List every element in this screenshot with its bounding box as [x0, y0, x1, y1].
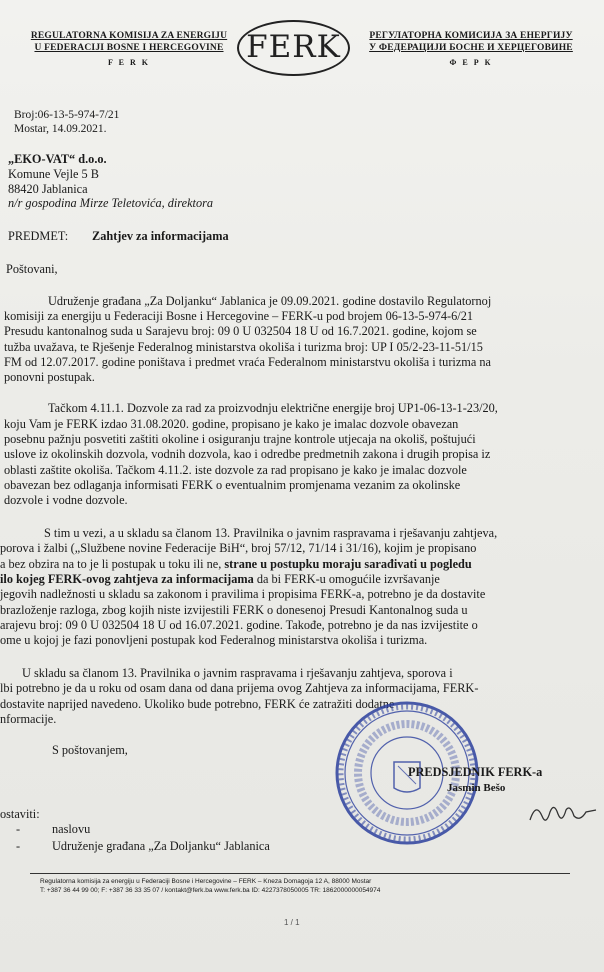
p3-line: S tim u vezi, a u skladu sa članom 13. Pravilnika o javnim raspravama i rješavanju zahtjeva,	[44, 526, 498, 540]
header-right-line2: У ФЕДЕРАЦИЈИ БОСНЕ И ХЕРЦЕГОВИНЕ	[369, 43, 573, 53]
p1-line: tužba uvažava, te Rješenje Federalnog ministarstva okoliša i turizma broj: UP I 05/2-23-11-51/15	[4, 340, 483, 354]
p1-line: komisiji za energiju u Federaciji Bosne i Hercegovine – FERK-u pod brojem 06-13-5-974-6/21	[4, 309, 474, 323]
footer-divider	[30, 873, 570, 874]
header-right-line1: РЕГУЛАТОРНА КОМИСИЈА ЗА ЕНЕРГИЈУ	[369, 31, 573, 41]
dostaviti-item: naslovu	[52, 822, 91, 836]
header-right-sub: Ф Е Р К	[449, 58, 493, 67]
p1-line: Presudu kantonalnog suda u Sarajevu broj: 09 0 U 032504 18 U od 16.7.2021. godine, kojom se	[4, 324, 477, 338]
p1-line: ponovni postupak.	[4, 370, 95, 384]
p3-line3-regular: a bez obzira na to je li postupak u toku ili ne,	[0, 557, 225, 571]
p4-line: U skladu sa članom 13. Pravilnika o javnim raspravama i rješavanju zahtjeva, sporova i	[22, 666, 453, 680]
p3-line: arajevu broj: 09 0 U 032504 18 U od 16.07.2021. godine. Takođe, potrebno je da nas izvijestite o	[0, 618, 478, 632]
p2-line: Tačkom 4.11.1. Dozvole za rad za proizvodnju električne energije broj UP1-06-13-1-23/20,	[48, 401, 498, 415]
p3-line	[0, 557, 472, 572]
p4-line: lbi potrebno je da u roku od osam dana od dana prijema ovog Zahtjeva za informacijama, FERK-	[0, 681, 479, 695]
p3-line4-bold: ilo kojeg FERK-ovog zahtjeva za informacijama	[0, 572, 254, 586]
footer-line1: Regulatorna komisija za energiju u Federaciji Bosne i Hercegovine – FERK – Kneza Domagoja 12 A, 88000 Mostar	[40, 878, 372, 885]
p3-line4-regular: da bi FERK-u omogućile izvršavanje	[253, 572, 440, 586]
dostaviti-label: ostaviti:	[0, 807, 40, 821]
ref-place-date: Mostar, 14.09.2021.	[14, 123, 107, 135]
p3-line	[0, 572, 440, 587]
p3-line: porova i žalbi („Službene novine Federacije BiH“, broj 57/12, 71/14 i 31/16), kojim je propisano	[0, 541, 477, 555]
p1-line: Udruženje građana „Za Doljanku“ Jablanica je 09.09.2021. godine dostavilo Regulatornoj	[48, 294, 492, 308]
signatory-title: PREDSJEDNIK FERK-a	[408, 765, 543, 779]
handwritten-signature-icon	[528, 798, 598, 828]
header-left-line1: REGULATORNA KOMISIJA ZA ENERGIJU	[30, 31, 228, 41]
logo-text: FERK	[246, 29, 341, 65]
p3-line: jegovih nadležnosti u skladu sa zakonom i pravilima i propisima FERK-a, potrebno je da dostavite	[0, 587, 486, 601]
p2-line: dozvole i vodne dozvole.	[4, 493, 128, 507]
closing: S poštovanjem,	[52, 743, 128, 757]
p2-line: koju Vam je FERK izdao 31.08.2020. godine, propisano je kako je imalac dozvole obavezan	[4, 417, 459, 431]
header-right	[353, 30, 589, 69]
header-left	[14, 30, 244, 69]
p4-line: dostavite naprijed navedeno. Ukoliko bude potrebno, FERK će zatražiti dodatne	[0, 697, 395, 711]
footer-line2: T: +387 36 44 99 00; F: +387 36 33 35 07 / kontakt@ferk.ba www.ferk.ba ID: 4227378050005 TR: 1862000000054974	[40, 887, 381, 894]
recipient-street: Komune Vejle 5 B	[8, 167, 99, 181]
ferk-logo	[237, 20, 350, 76]
p3-line: brazloženje razloga, zbog kojih niste izvijestili FERK o donesenoj Presudi Kantonalnog suda u	[0, 603, 468, 617]
dostaviti-dash: -	[16, 839, 21, 853]
signatory-name: Jasmin Bešo	[447, 782, 506, 794]
p2-line: uslove iz okolinskih dozvola, vodnih dozvola, kao i odredbe predmetnih zakona i drugih propisa iz	[4, 447, 491, 461]
footer	[40, 877, 570, 895]
dostaviti-dash: -	[16, 822, 21, 836]
p3-line: ome u kojoj je fazi ponovljeni postupak kod Federalnog ministarstva okoliša i turizma.	[0, 633, 428, 647]
subject-text: Zahtjev za informacijama	[92, 229, 229, 243]
recipient-attn: n/r gospodina Mirze Teletovića, direktora	[8, 196, 214, 210]
header-left-line2: U FEDERACIJI BOSNE I HERCEGOVINE	[34, 43, 224, 53]
greeting: Poštovani,	[6, 262, 58, 276]
header-left-sub: F E R K	[108, 58, 150, 67]
recipient-name: „EKO-VAT“ d.o.o.	[8, 152, 107, 166]
p4-line: nformacije.	[0, 712, 57, 726]
p3-line3-bold: strane u postupku moraju sarađivati u pogledu	[224, 557, 472, 571]
dostaviti-item: Udruženje građana „Za Doljanku“ Jablanica	[52, 839, 270, 853]
p2-line: obavezan bez odlaganja informisati FERK o eventualnim promjenama vezanim za okolinske	[4, 478, 461, 492]
p2-line: posebnu pažnju posvetiti zaštiti okoline i osiguranju trajne kontrole utjecaja na okoliš, poštujući	[4, 432, 476, 446]
p1-line: FM od 12.07.2017. godine poništava i predmet vraća Federalnom ministarstvu okoliša i turizma na	[4, 355, 491, 369]
page-number: 1 / 1	[284, 918, 300, 927]
p2-line: oblasti zaštite okoliša. Tačkom 4.11.2. iste dozvole za rad propisano je kako je imalac dozvole	[4, 463, 467, 477]
recipient-city: 88420 Jablanica	[8, 182, 88, 196]
subject-label: PREDMET:	[8, 229, 69, 243]
ref-number: Broj:06-13-5-974-7/21	[14, 109, 120, 121]
